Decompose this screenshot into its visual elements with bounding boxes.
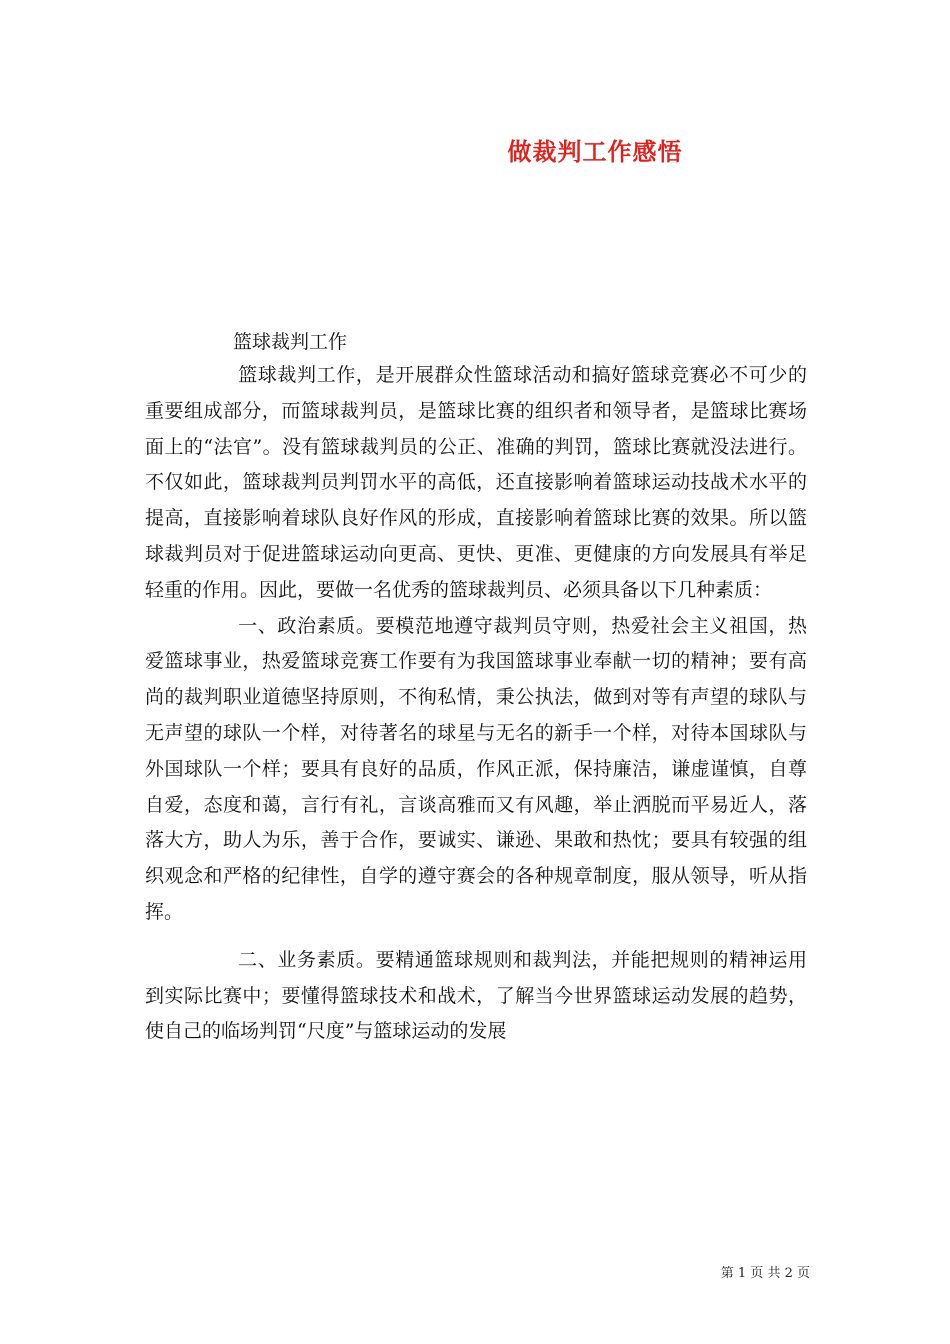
document-body	[145, 358, 807, 1050]
page-footer: 第 1 页 共 2 页	[720, 1266, 810, 1281]
document-subtitle: 篮球裁判工作	[233, 331, 348, 353]
paragraph-political: 一、政治素质。要模范地遵守裁判员守则，热爱社会主义祖国，热爱篮球事业，热爱篮球竞赛工作要有为我国篮球事业奉献一切的精神；要有高尚的裁判职业道德坚持原则，不徇私情，秉公执法，做到对等有声望的球队与无声望的球队一个样，对待著名的球星与无名的新手一个样，对待本国球队与外国球队一个样；要具有良好的品质，作风正派，保持廉洁，谦虚谨慎，自尊自爱，态度和蔼，言行有礼，言谈高雅而又有风趣，举止洒脱而平易近人，落落大方，助人为乐，善于合作，要诚实、谦逊、果敢和热忱；要具有较强的组织观念和严格的纪律性，自学的遵守赛会的各种规章制度，服从领导，听从指挥。	[145, 614, 807, 923]
paragraph-intro: 篮球裁判工作，是开展群众性篮球活动和搞好篮球竞赛必不可少的重要组成部分，而篮球裁判员，是篮球比赛的组织者和领导者，是篮球比赛场面上的“法官”。没有篮球裁判员的公正、准确的判罚，篮球比赛就没法进行。不仅如此，篮球裁判员判罚水平的高低，还直接影响着篮球运动技战术水平的提高，直接影响着球队良好作风的形成，直接影响着篮球比赛的效果。所以篮球裁判员对于促进篮球运动向更高、更快、更准、更健康的方向发展具有举足轻重的作用。因此，要做一名优秀的篮球裁判员、必须具备以下几种素质：	[145, 364, 807, 601]
document-title: 做裁判工作感悟	[507, 137, 683, 166]
paragraph-professional: 二、业务素质。要精通篮球规则和裁判法，并能把规则的精神运用到实际比赛中；要懂得篮球技术和战术，了解当今世界篮球运动发展的趋势，使自己的临场判罚“尺度”与篮球运动的发展	[145, 948, 807, 1043]
